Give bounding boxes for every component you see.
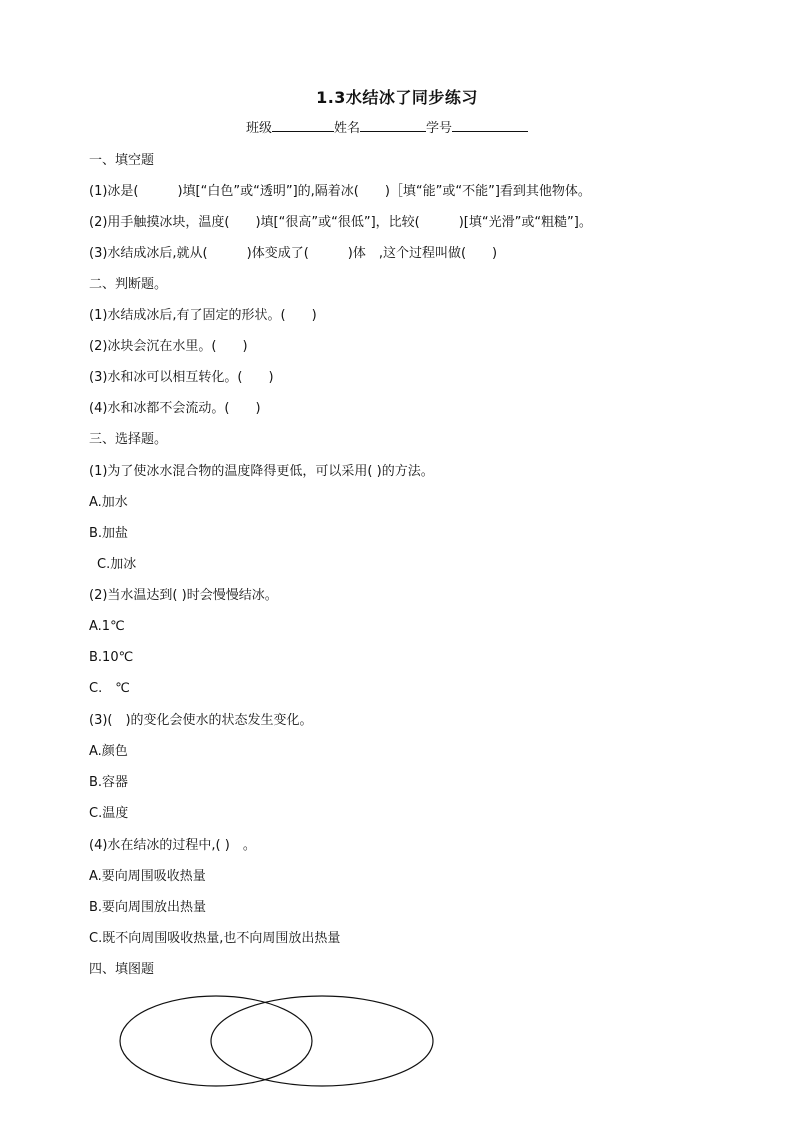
question-3-1-stem: (1)为了使冰水混合物的温度降得更低，可以采用( )的方法。 (89, 464, 434, 479)
question-1-3: (3)水结成冰后,就从( )体变成了( )体 ,这个过程叫做( ) (89, 246, 498, 261)
question-3-1-option-b: B.加盐 (89, 526, 129, 541)
venn-diagram (100, 990, 460, 1100)
question-3-4-stem: (4)水在结冰的过程中,( ) 。 (89, 838, 256, 853)
question-2-2: (2)冰块会沉在水里。( ) (89, 339, 248, 354)
section-heading-fill-blank: 一、填空题 (89, 153, 155, 168)
number-blank[interactable] (452, 117, 528, 132)
student-info-line (246, 117, 528, 139)
question-2-1: (1)水结成冰后,有了固定的形状。( ) (89, 308, 317, 323)
venn-right-ellipse[interactable] (211, 996, 433, 1086)
question-3-4-option-a: A.要向周围吸收热量 (89, 869, 206, 884)
question-3-3-stem: (3)( )的变化会使水的状态发生变化。 (89, 713, 313, 728)
question-3-4-option-b: B.要向周围放出热量 (89, 900, 207, 915)
question-3-1-option-a: A.加水 (89, 495, 128, 510)
page-title: 1.3水结冰了同步练习 (316, 88, 478, 107)
question-3-3-option-c: C.温度 (89, 806, 129, 821)
name-blank[interactable] (360, 117, 426, 132)
question-3-2-option-c: C. ℃ (89, 681, 130, 696)
question-3-4-option-c: C.既不向周围吸收热量,也不向周围放出热量 (89, 931, 341, 946)
question-1-1: (1)冰是( )填[“白色”或“透明”]的,隔着冰( )［填“能”或“不能”]看到其他物体。 (89, 184, 591, 199)
section-heading-diagram: 四、填图题 (89, 962, 155, 977)
question-3-2-option-a: A.1℃ (89, 619, 125, 634)
question-3-3-option-b: B.容器 (89, 775, 129, 790)
venn-left-ellipse[interactable] (120, 996, 312, 1086)
question-3-2-option-b: B.10℃ (89, 650, 134, 665)
question-2-3: (3)水和冰可以相互转化。( ) (89, 370, 274, 385)
question-3-1-option-c: C.加冰 (97, 557, 137, 572)
question-1-2: (2)用手触摸冰块，温度( )填[“很高”或“很低”]，比较( )[填“光滑”或“粗糙”]。 (89, 215, 592, 230)
question-3-3-option-a: A.颜色 (89, 744, 128, 759)
class-blank[interactable] (272, 117, 334, 132)
section-heading-true-false: 二、判断题。 (89, 277, 168, 292)
question-2-4: (4)水和冰都不会流动。( ) (89, 401, 261, 416)
class-label: 班级 (246, 121, 273, 136)
number-label: 学号 (426, 121, 453, 136)
question-3-2-stem: (2)当水温达到( )时会慢慢结冰。 (89, 588, 278, 603)
name-label: 姓名 (334, 121, 361, 136)
section-heading-multiple-choice: 三、选择题。 (89, 432, 168, 447)
